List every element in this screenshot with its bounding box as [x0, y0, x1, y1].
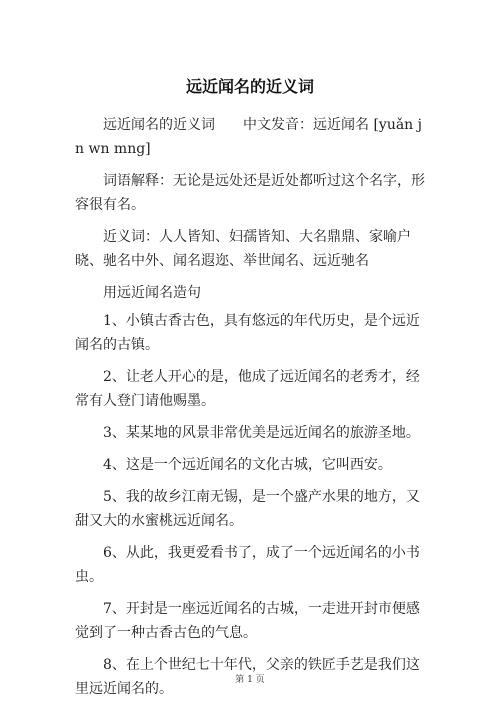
sentence-5: 5、我的故乡江南无锡，是一个盛产水果的地方，又甜又大的水蜜桃远近闻名。 — [75, 489, 420, 529]
page-number: 第 1 页 — [235, 675, 265, 685]
paragraph-synonyms: 近义词：人人皆知、妇孺皆知、大名鼎鼎、家喻户晓、驰名中外、闻名遐迩、举世闻名、远近驰名 — [75, 229, 411, 269]
paragraph-heading-sentences: 用远近闻名造句 — [103, 285, 201, 301]
document-title: 远近闻名的近义词 — [185, 77, 314, 96]
paragraph-definition: 词语解释：无论是远处还是近处都听过这个名字，形容很有名。 — [75, 173, 425, 213]
sentence-6: 6、从此，我更爱看书了，成了一个远近闻名的小书虫。 — [75, 545, 420, 585]
document-body — [75, 113, 430, 709]
sentence-2: 2、让老人开心的是，他成了远近闻名的老秀才，经常有人登门请他赐墨。 — [75, 369, 420, 409]
sentence-8: 8、在上个世纪七十年代，父亲的铁匠手艺是我们这里远近闻名的。 — [75, 657, 420, 697]
sentence-4: 4、这是一个远近闻名的文化古城，它叫西安。 — [103, 457, 392, 473]
paragraph-pronunciation: 远近闻名的近义词 中文发音：远近闻名 [yuǎn jn wn mng] — [75, 117, 422, 157]
sentence-7: 7、开封是一座远近闻名的古城，一走进开封市便感觉到了一种古香古色的气息。 — [75, 601, 420, 641]
sentence-3: 3、某某地的风景非常优美是远近闻名的旅游圣地。 — [103, 425, 420, 441]
sentence-1: 1、小镇古香古色，具有悠远的年代历史，是个远近闻名的古镇。 — [75, 313, 420, 353]
